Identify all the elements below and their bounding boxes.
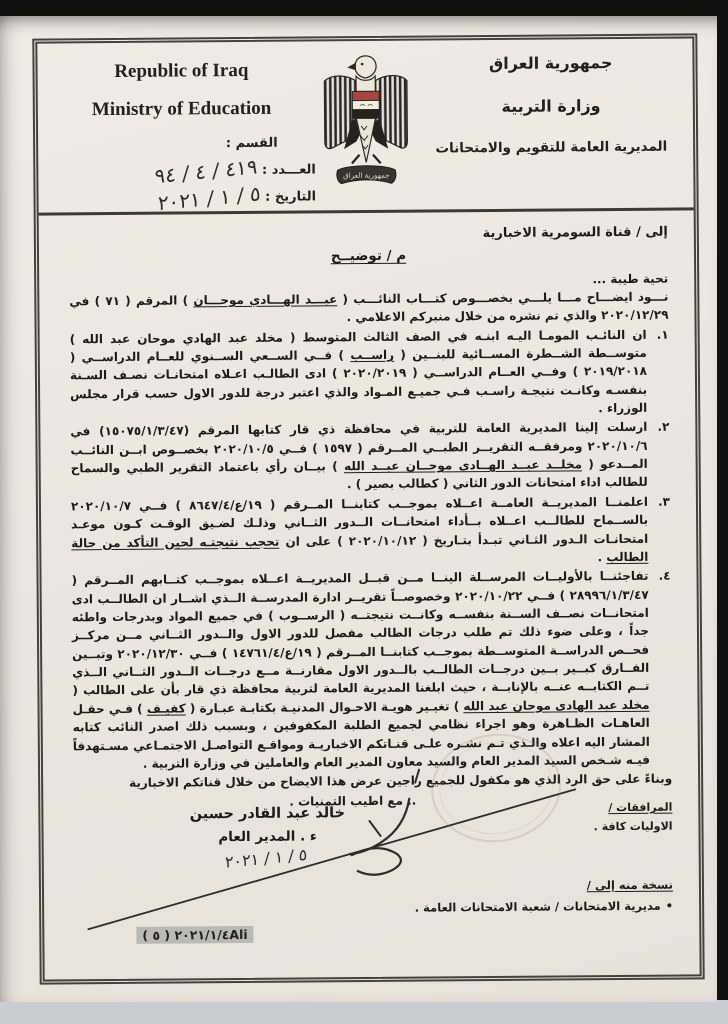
document-paper [0,16,717,1002]
list-item-4 [71,567,672,774]
letterhead-emblem-column [315,51,418,211]
list-item-2-number: ٢. [657,420,670,435]
date-handwritten-value: ٢٠٢١ / ١ / ٥ [157,180,261,215]
letter-footer [43,770,700,971]
attachments-label: المرافقات / [608,800,673,815]
closing-line: وبناءً على حق الرد الذي هو مكفول للجميع راجين عرض هذا الايضاح من خلال قناتكم الاخبارية [128,771,673,791]
copy-to-item: مديرية الامتحانات / شعبة الامتحانات العامة . [414,898,661,915]
letterhead [37,38,693,215]
greeting-line: تحية طيبة ... [592,271,669,286]
number-handwritten-value: ٩٤ / ٤ / ٤١٩ [154,153,258,188]
section-label: القسم : [225,135,278,152]
copy-to-label: نسخة منه إلى / [586,877,674,893]
intro-paragraph: نـــود ايضـــاح مـــا يلـــي بخصـــوص كتـــاب النائـــب ( عبـــد الهـــادي موحـــان ) المرقم ( ٧١ ) في ٢٠٢٠/١٢/٢٩ والذي تم نشره من خلال منبركم الاعلامي . [69,289,669,325]
addressee-line: إلى / قناة السومرية الاخبارية [482,224,668,242]
copy-to-block [415,875,674,918]
list-item-3-number: ٣. [658,494,671,509]
signature-handwritten-date: ٢٠٢١ / ١ / ٥ [224,844,307,872]
attachments-value: الاوليات كافة . [593,819,673,833]
arabic-ministry-title: وزارة التربية [501,96,601,116]
signatory-name: خالد عبد القادر حسين [189,805,346,823]
list-item-3-text: اعلمنــا المديريــة العامــة اعــلاه بموجــب كتابنــا المــرقم ( ٨٦٤٧/٤/ع/١٩ ) فــي ٢٠٢٠/١٠/٧ بالســماح للطالــب اعــلاه بــأداء امتحانــات الــدور الثــاني وذلـك لضـيق الوقـت كـون موعـد امتحانـات الـدور الثـاني تبـدأ بتـاريخ ( ٢٠٢٠/١٠/١٢ ) على ان تحجب نتيجتـه لحين التأكد من حالة الطالب . [70,494,649,565]
bullet-icon: • [665,898,674,913]
english-ministry-title: Ministry of Education [91,97,272,121]
list-item-3 [71,492,671,570]
date-label: التاريخ : [265,189,317,205]
subject-line: م / توضيــح [330,247,407,265]
list-item-1 [70,325,670,421]
letterhead-right-column [417,49,686,210]
scan-bottom-edge [0,1000,728,1024]
letterhead-left-column [47,51,317,215]
arabic-directorate-title: المديرية العامة للتقويم والامتحانات [435,138,668,157]
list-item-4-text: تفاجئنــا بالأوليــات المرســلة الينــا مــن قبــل المديريــة اعــلاه بموجــب كتــابهم المــرقم ( ٢٨٩٩٦/١/٣/٤٧ ) فــي ٢٠٢٠/١٠/٢٢ وخصوصــاً تقريــر ادارة المدرســة الــذي اشــار ان الطالــب ادى امتحانــات نصــف الســنة بنفســه وكانــت نتيجتــه ( الرســوب ) في جميع المواد وبدرجات واطئه جداً ، وعلى ضوء ذلك تم طلب درجات الطالب مفصل للدور الاول والــدور الثــاني مــن مركــز فحــص الدراســة المتوســطة بموجــب كتابنــا المــرقم ( ١٤٧٦١/٤/ع/١٩ ) فــي ٢٠٢٠/١٢/٣٠ وتبــين الفــارق كبــير بــين درجــات الطالــب بالــدور الاول مقارنــة مــع درجــات الــدور الثــاني الــذي تــم الكتابــه عنــه بالإنابــة ، حيث ابلغنا المديرية العامة لتربية محافظة ذي قار بأن على الطالب ( مخلد عبد الهادى موحان عبد الله ) تغيـير هويـة الاحـوال المدنيـة بكتابـة عبـارة ( كفيـف ) فـي حقـل العاهـات الظـاهرة وهو اجراء نظامي لجميع الطلبة المكفوفين ، وبسبب ذلك اصدر النائب كتابه المشار اليه اعلاه والـذي تـم نشـره علـى قنـاتكم الاخباريـة ومواقـع التواصـل الاجتمـاعي مسـتهدفاً فيـه شـخص السيد المدير العام والسيد معاون المدير العام والعاملين في وزارة التربية . [71,569,651,771]
letter-reference-block [48,129,317,215]
document-double-border-frame [32,33,704,984]
clerk-reference-note: ( ٥ ) ٢٠٢١/١/٤Ali [136,926,253,944]
list-item-2-text: ارسلت إلينا المديرية العامة للتربية في محافظة ذي قار كتابها المرقم (١٥٠٧٥/١/٣/٤٧) في ٢٠٢٠/١٠/٦ ومرفقــه التقريــر الطبــي المــرقم ( ١٥٩٧ ) فــي ٢٠٢٠/١٠/٥ بخصــوص ابــن النائــب المــدعو ( مخلــد عبــد الهــادى موحــان عبــد الله ) بيــان رأي باعتماد التقرير الطبي والسماح للطالب اداء امتحانات الدور الثاني ( كطالب بصير ) . [70,420,648,492]
emblem-banner-text: جمهورية العراق [343,170,391,180]
signature-block [147,805,387,872]
list-item-1-text: ان النائـب المومـا اليـه ابنـه في الصف الثالث المتوسط ( مخلد عبد الهادي موحان عبد الله ) متوســطة الشــطرة المســائية للبنــين ( راســب ) فــي الســعي الســنوي للعــام الدراســي ( ٢٠١٩/٢٠١٨ ) وفــي العــام الدراســي ( ٢٠٢٠/٢٠١٩ ) ادى الطالـب اعـلاه امتحانـات نصـف السـنة بنفسـه وكانـت نتيجـة راسـب فـي جميـع المـواد والذي اعتبر درجة للدور الاول حسب قرار مجلس الوزراء . [69,327,648,416]
list-item-4-number: ٤. [658,568,671,583]
iraq-coat-of-arms-icon [318,53,415,196]
letter-body [39,210,699,812]
closing-wishes-line: .. مع اطيب التمنيات . [289,793,417,809]
attachments-block [593,799,672,837]
list-item-1-number: ١. [656,327,669,342]
number-label: العـــدد : [261,162,316,178]
list-item-2 [70,418,670,496]
arabic-country-title: جمهورية العراق [488,53,613,74]
english-country-title: Republic of Iraq [114,59,249,82]
signatory-title: ء . المدير العام [218,828,317,846]
